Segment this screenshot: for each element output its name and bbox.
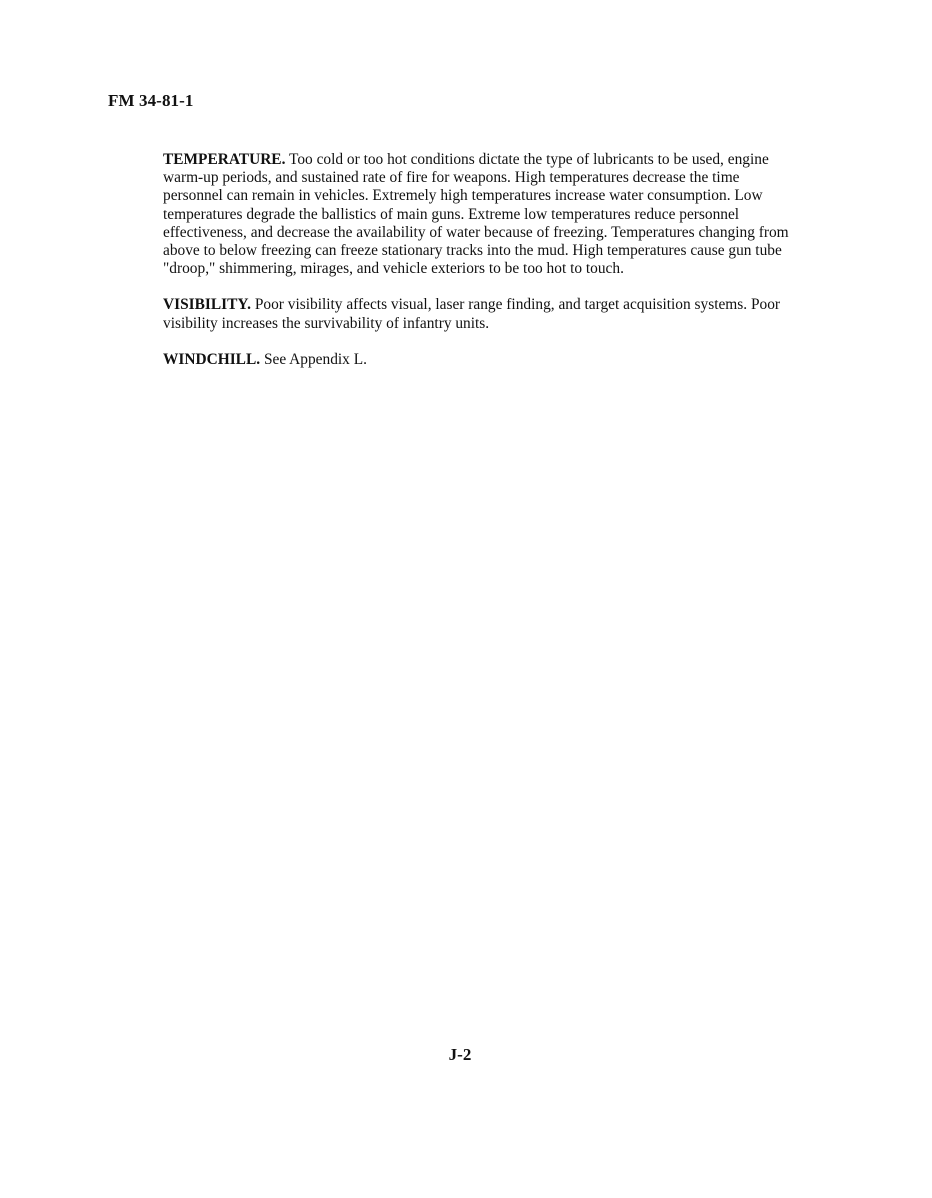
page-number: J-2 [448, 1045, 472, 1064]
paragraph-visibility [163, 296, 803, 332]
document-header: FM 34-81-1 [108, 91, 194, 110]
text-temperature: Too cold or too hot conditions dictate the type of lubricants to be used, engine warm-up periods, and sustained rate of fire for weapons. High temperatures decrease the time personnel can remain in vehicles. Extremely high temperatures increase water consumption. Low temperatures degrade the ballistics of main guns. Extreme low temperatures reduce personnel effectiveness, and decrease the availability of water because of freezing. Temperatures changing from above to below freezing can freeze stationary tracks into the mud. High temperatures cause gun tube "droop," shimmering, mirages, and vehicle exteriors to be too hot to touch. [163, 151, 789, 278]
paragraph-windchill [163, 351, 803, 369]
paragraph-temperature [163, 151, 803, 278]
text-visibility: Poor visibility affects visual, laser range finding, and target acquisition systems. Poor visibility increases the survivability of infantry units. [163, 296, 781, 332]
page-body [163, 151, 803, 387]
term-temperature: TEMPERATURE. [163, 151, 286, 168]
term-visibility: VISIBILITY. [163, 296, 251, 314]
term-windchill: WINDCHILL. [163, 350, 261, 368]
text-windchill: See Appendix L. [263, 350, 367, 368]
